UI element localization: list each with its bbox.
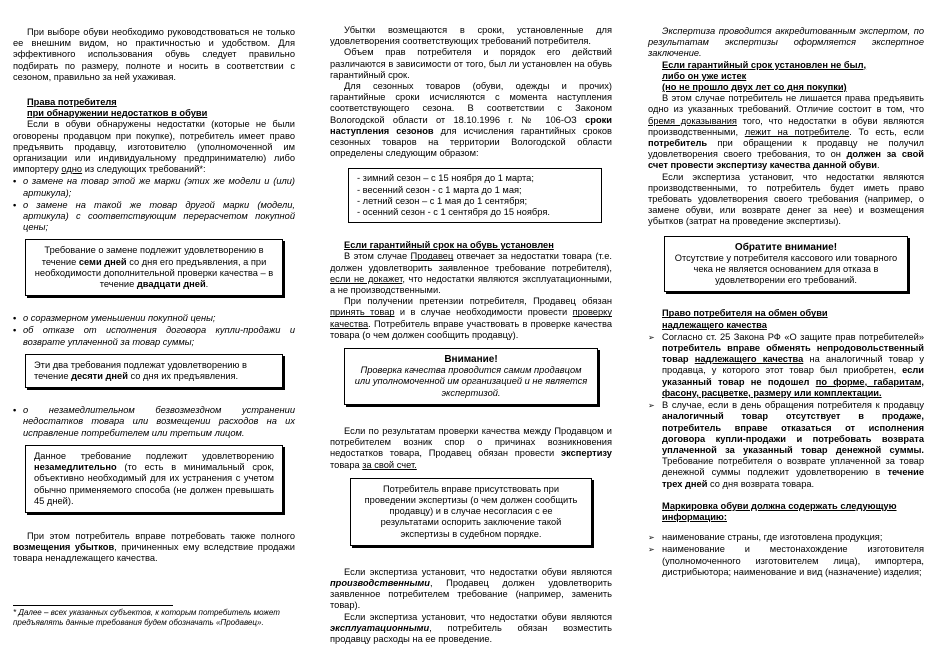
season-winter: - зимний сезон – с 15 ноября до 1 марта; <box>357 173 534 184</box>
seasons-law-paragraph: Для сезонных товаров (обуви, одежды и прочих) гарантийные сроки исчисляются с момента наступления соответствующего сезона. В соответствии с Законом Вологодской области от 18.10.1996 г. № 106-ОЗ сроки наступления сезонов для исчисления гарантийных сроков сезонных товаров на территории Вологодской области определены следующим образом: <box>330 81 612 159</box>
dispute-paragraph: Если по результатам проверки качества между Продавцом и потребителем возник спор о причинах возникновения недостатков товара, Продавец обязан провести экспертизу товара за свой счет. <box>330 425 612 470</box>
losses-paragraph: При этом потребитель вправе потребовать также полного возмещения убытков, причиненных ему вследствие продажи товара ненадлежащего качества. <box>13 530 295 564</box>
losses-term-paragraph: Убытки возмещаются в сроки, установленные для удовлетворения соответствующих требований потребителя. <box>330 25 612 47</box>
requirements-list-c <box>13 405 295 439</box>
marking-heading-line2: информацию: <box>662 511 727 522</box>
no-warranty-paragraph: В этом случае потребитель не лишается права предъявить одно из указанных требований. Отличие состоит в том, что бремя доказывания того, что недостатки в обуви являются производственными, лежит на потребителе. То есть, если потребитель при обращении к продавцу не получил удовлетворения своего требования, то он должен за свой счет провести экспертизу качества данной обуви. <box>648 93 924 171</box>
expertise-result-paragraph: Если экспертиза установит, что недостатки являются производственными, то потребитель будет иметь право требовать удовлетворения своего требования (например, о замене обуви, или возврате денег за нее) и возмещения убытков (затрат на проведение экспертизы). <box>648 171 924 227</box>
column-1 <box>13 0 295 627</box>
attention-box <box>344 348 598 405</box>
expertise-production-paragraph: Если экспертиза установит, что недостатки обуви являются производственными, Продавец должен удовлетворить заявленное потребителем требование (например, заменить товар). <box>330 566 612 611</box>
footnote-divider <box>13 605 173 606</box>
price-refund-term-box: Эти два требования подлежат удовлетворению в течение десяти дней со дня их предъявления. <box>25 354 283 388</box>
column-3 <box>648 0 924 579</box>
footnote-block <box>13 605 295 627</box>
attention-title: Внимание! <box>444 354 498 366</box>
footnote: * Далее – всех указанных субъектов, к которым потребитель может предъявлять данные требования будем обозначать «Продавец». <box>13 608 280 627</box>
replacement-term-box: Требование о замене подлежит удовлетворению в течение семи дней со дня его предъявления, а при необходимости дополнительной проверки качества – в течение двадцати дней. <box>25 239 283 296</box>
warranty-paragraph-2: При получении претензии потребителя, Продавец обязан принять товар и в случае необходимости провести проверку качества. Потребитель вправе участвовать в проверке качества товара (о чем должен сообщить продавцу). <box>330 296 612 340</box>
no-warranty-heading-line1: Если гарантийный срок установлен не был, <box>662 59 867 70</box>
rights-heading-line2: при обнаружении недостатков в обуви <box>27 108 208 119</box>
rights-paragraph: Если в обуви обнаружены недостатки (которые не были оговорены продавцом при покупке), потребитель имеет право предъявить продавцу, изготовителю (уполномоченной им организации или индивидуальному предпринимателю) либо импортеру одно из следующих требований*: <box>13 119 295 175</box>
exchange-list <box>648 332 924 490</box>
requirements-list-b <box>13 313 295 348</box>
list-item: • о замене на товар этой же марки (этих же модели и (или) артикула); <box>13 176 295 198</box>
expertise-note: Экспертиза проводится аккредитованным экспертом, по результатам экспертизы оформляется экспертное заключение. <box>648 26 924 59</box>
column-2 <box>330 0 612 645</box>
requirements-list-a <box>13 176 295 233</box>
expertise-rights-box: Потребитель вправе присутствовать при проведении экспертизы (о чем должен сообщить продавцу) и в случае несогласия с ее результатами оспорить заключение такой экспертизы в судебном порядке. <box>350 478 592 546</box>
season-summer: - летний сезон – с 1 мая до 1 сентября; <box>357 195 528 206</box>
warranty-paragraph-1: В этом случае Продавец отвечает за недостатки товара (т.е. должен удовлетворить заявленное требование потребителя), если не докажет, что недостатки являются эксплуатационными, а не производственными. <box>330 251 612 296</box>
list-item: ➢ наименование страны, где изготовлена продукция; <box>648 532 924 543</box>
expertise-operational-paragraph: Если экспертиза установит, что недостатки обуви являются эксплуатационными, потребитель обязан возместить продавцу расходы на ее проведение. <box>330 611 612 644</box>
marking-list <box>648 532 924 578</box>
list-item: • о соразмерном уменьшении покупной цены; <box>13 313 295 324</box>
repair-term-box: Данное требование подлежит удовлетворению незамедлительно (то есть в минимальный срок, объективно необходимый для их устранения с учетом обычно применяемого способа (не должен превышать 45 дней). <box>25 445 283 513</box>
rights-heading-line1: Права потребителя <box>27 97 117 108</box>
exchange-heading-line1: Право потребителя на обмен обуви <box>662 308 828 319</box>
seasons-box <box>348 168 602 223</box>
scope-paragraph: Объем прав потребителя и порядок его действий различаются в зависимости от того, был ли установлен на обувь гарантийный срок. <box>330 47 612 80</box>
notice-box <box>664 236 908 293</box>
list-item: • о незамедлительном безвозмездном устранении недостатков товара или возмещении расходов на их исправление потребителем или третьим лицом. <box>13 405 295 439</box>
list-item: ➢ Согласно ст. 25 Закона РФ «О защите прав потребителей» потребитель вправе обменять непродовольственный товар надлежащего качества на аналогичный товар у продавца, у которого этот товар был приобретен, если указанный товар не подошел по форме, габаритам, фасону, расцветке, размеру или комплектации. <box>648 332 924 399</box>
no-warranty-heading-line2: либо он уже истек <box>662 70 747 81</box>
intro-paragraph: При выборе обуви необходимо руководствоваться не только ее внешним видом, но практичностью и удобством. Для эффективного использования обувь следует правильно подбирать по размеру, полноте и носить в соответствии с сезоном, правильно за ней ухаживая. <box>13 27 295 82</box>
notice-title: Обратите внимание! <box>734 241 838 253</box>
list-item: • об отказе от исполнения договора купли-продажи и возврате уплаченной за товар суммы; <box>13 325 295 347</box>
season-autumn: - осенний сезон - с 1 сентября до 15 ноября. <box>357 207 550 218</box>
marking-heading-line1: Маркировка обуви должна содержать следующую <box>662 500 897 511</box>
exchange-heading-line2: надлежащего качества <box>662 319 767 330</box>
notice-text: Отсутствие у потребителя кассового или товарного чека не является основанием для отказа в удовлетворении его требований. <box>674 252 898 286</box>
warranty-heading: Если гарантийный срок на обувь установлен <box>344 240 554 251</box>
attention-text: Проверка качества проводится самим продавцом или уполномоченной им организацией и не является экспертизой. <box>354 365 588 398</box>
list-item: • о замене на такой же товар другой марки (модели, артикула) с соответствующим перерасчетом покупной цены; <box>13 200 295 234</box>
list-item: ➢ В случае, если в день обращения потребителя к продавцу аналогичный товар отсутствует в продаже, потребитель вправе отказаться от исполнения договора купли-продажи и потребовать возврата уплаченной за указанный товар денежной суммы. Требование потребителя о возврате уплаченной за товар денежной суммы подлежит удовлетворению в течение трех дней со дня возврата товара. <box>648 400 924 490</box>
no-warranty-heading-line3: (но не прошло двух лет со дня покупки) <box>662 82 847 93</box>
season-spring: - весенний сезон - с 1 марта до 1 мая; <box>357 184 522 195</box>
list-item: ➢ наименование и местонахождение изготовителя (уполномоченного изготовителем лица), импортера, дистрибьютора; наименование и вид (назначение) изделия; <box>648 544 924 578</box>
